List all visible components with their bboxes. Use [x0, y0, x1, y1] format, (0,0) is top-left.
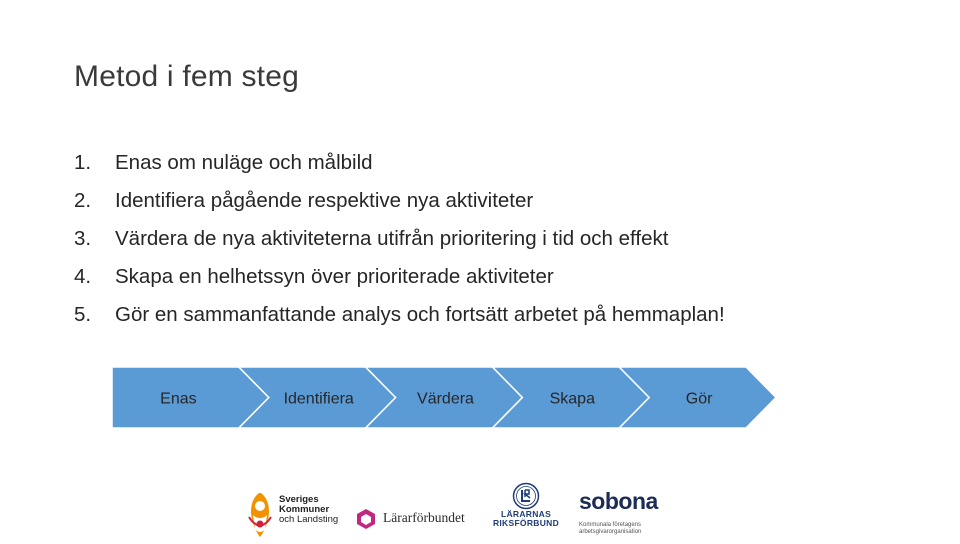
step-number: 1. — [74, 151, 92, 174]
step-text: Värdera de nya aktiviteterna utifrån prioritering i tid och effekt — [115, 227, 669, 250]
lararnas-riksforbund-text: LÄRARNAS RIKSFÖRBUND — [492, 509, 560, 528]
sobona-logo — [579, 488, 679, 538]
chevron-label: Skapa — [549, 390, 595, 408]
sobona-wordmark: sobona — [579, 488, 658, 514]
step-number: 3. — [74, 227, 92, 250]
lararforbundet-logo — [355, 508, 475, 532]
steps-list — [74, 144, 725, 334]
process-chevrons — [112, 367, 776, 428]
step-text: Identifiera pågående respektive nya aktiviteter — [115, 189, 534, 212]
step-text: Gör en sammanfattande analys och fortsätt arbetet på hemmaplan! — [115, 303, 725, 326]
step-text: Skapa en helhetssyn över prioriterade aktiviteter — [115, 265, 554, 288]
lararnas-riksforbund-seal-icon — [512, 482, 540, 510]
chevron-label: Värdera — [417, 390, 474, 408]
chevron-label: Gör — [685, 390, 713, 408]
lararnas-riksforbund-logo — [486, 480, 566, 532]
chevron-label: Enas — [160, 390, 197, 408]
partner-logos — [240, 480, 680, 540]
step-item — [74, 182, 725, 220]
step-item — [74, 144, 725, 182]
sobona-tagline: Kommunala företagens arbetsgivarorganisation — [579, 522, 642, 535]
step-number: 2. — [74, 189, 92, 212]
skl-emblem-icon — [243, 489, 277, 539]
step-item — [74, 220, 725, 258]
step-number: 4. — [74, 265, 92, 288]
lararforbundet-hexagon-icon — [355, 508, 377, 530]
step-item — [74, 296, 725, 334]
lararforbundet-name: Lärarförbundet — [383, 510, 465, 525]
skl-logo — [243, 489, 343, 539]
slide-title: Metod i fem steg — [74, 60, 299, 93]
step-number: 5. — [74, 303, 92, 326]
chevron-label: Identifiera — [283, 390, 354, 408]
step-item — [74, 258, 725, 296]
skl-text: Sveriges Kommuner och Landsting — [279, 494, 339, 525]
step-text: Enas om nuläge och målbild — [115, 151, 373, 174]
